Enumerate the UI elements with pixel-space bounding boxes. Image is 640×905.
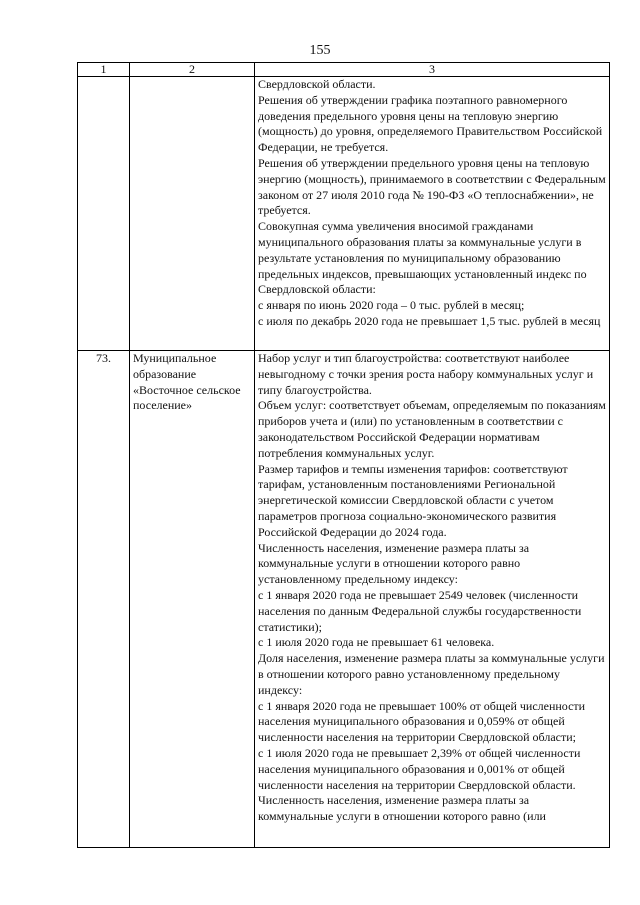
municipality-cell: Муниципальное образование «Восточное сельское поселение» <box>130 351 255 848</box>
paragraph: Объем услуг: соответствует объемам, определяемым по показаниям приборов учета и (или) по установленным в соответствии с законодательством Российской Федерации нормативам потребления коммунальных услуг. <box>258 398 606 460</box>
column-header-3: 3 <box>255 63 610 77</box>
paragraph: с 1 июля 2020 года не превышает 61 человека. <box>258 635 495 650</box>
table-row-73 <box>78 351 610 848</box>
paragraph: с 1 января 2020 года не превышает 2549 человек (численности населения по данным Федеральной службы государственности статистики); <box>258 587 582 634</box>
paragraph: с 1 января 2020 года не превышает 100% от общей численности населения муниципального образования и 0,059% от общей численности населения на территории Свердловской области; <box>258 698 586 745</box>
column-header-2: 2 <box>130 63 255 77</box>
table-row-continuation <box>78 77 610 351</box>
municipality-cell <box>130 77 255 351</box>
paragraph: Свердловской области. <box>258 77 376 91</box>
row-number-cell <box>78 77 130 351</box>
paragraph: Численность населения, изменение размера платы за коммунальные услуги в отношении которого равно установленному предельному индексу: <box>258 540 530 587</box>
paragraph: с июля по декабрь 2020 года не превышает 1,5 тыс. рублей в месяц <box>258 313 601 328</box>
paragraph: Доля населения, изменение размера платы за коммунальные услуги в отношении которого равно установленному предельному индексу: <box>258 651 605 697</box>
document-table <box>77 62 610 848</box>
page-number: 155 <box>309 43 331 58</box>
paragraph: Решения об утверждении графика поэтапного равномерного доведения предельного уровня цены на тепловую энергию (мощность) до уровня, определяемого Правительством Российской Федерации, не требуется. <box>258 92 603 155</box>
paragraph: Решения об утверждении предельного уровня цены на тепловую энергию (мощность), принимаемого в соответствии с Федеральным законом от 27 июля 2010 года № 190-ФЗ «О теплоснабжении», не требуется. <box>258 155 606 218</box>
description-cell <box>255 77 610 351</box>
paragraph: с 1 июля 2020 года не превышает 2,39% от общей численности населения муниципального образования и 0,001% от общей численности населения на территории Свердловской области. <box>258 745 581 792</box>
column-header-1: 1 <box>78 63 130 77</box>
paragraph: с января по июнь 2020 года – 0 тыс. рублей в месяц; <box>258 298 525 313</box>
description-cell <box>255 351 610 848</box>
paragraph: Размер тарифов и темпы изменения тарифов: соответствуют тарифам, установленным постановлениями Региональной энергетической комиссии Свердловской области с учетом параметров прогноза социально-экономического развития Российской Федерации до 2024 года. <box>258 461 568 539</box>
row-number-cell: 73. <box>78 351 130 848</box>
paragraph: Численность населения, изменение размера платы за коммунальные услуги в отношении которого равно (или <box>258 793 546 824</box>
paragraph: Набор услуг и тип благоустройства: соответствуют наиболее невыгодному с точки зрения роста набору коммунальных услуг и типу благоустройства. <box>258 351 594 397</box>
paragraph: Совокупная сумма увеличения вносимой гражданами муниципального образования платы за коммунальные услуги в результате установления по муниципальному образованию предельных индексов, превышающих установленный индекс по Свердловской области: <box>258 219 587 297</box>
table-header-row <box>78 63 610 77</box>
